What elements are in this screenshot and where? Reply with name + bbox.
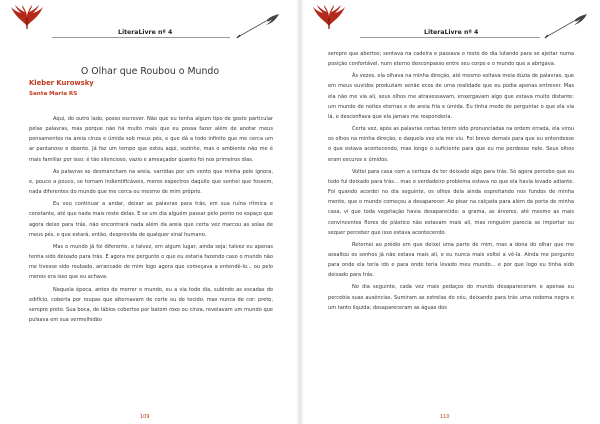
paragraph: Naquela época, antes de morrer o mundo, eu a via todo dia, subindo as escadas do edifício, coberta por roupas que alternavam de corte ou de tecido, mas nunca de cor: preto, sempre preto. Sua boca, de lábios cobertos por batom roxo ou cinza, revelavam um mundo que pulsava em sua vermelhidão	[29, 286, 273, 323]
winged-logo-icon	[10, 4, 44, 30]
winged-logo-icon	[312, 4, 346, 30]
paragraph: Voltei para casa com a certeza de ter deixado algo para trás. Só agora percebo que eu todo fui deixado para trás... mas o verdadeiro problema estava no que ela havia levado adiante. Foi quando acordei no dia seguinte, os olhos dela ainda espreitando nos fundos de minha mente, que o mundo começou a desaparecer. Ao pisar na calçada para além da porta de minha casa, vi que toda vegetação havia desaparecido: a grama, as árvores, até mesmo as mais convincentes flores de plástico não estavam mais ali, mas ninguém parecia se importar ou sequer perceber que isso estava acontecendo.	[328, 168, 574, 236]
quill-pen-icon	[236, 13, 280, 39]
left-body-text	[29, 114, 273, 327]
right-body-text	[328, 49, 574, 315]
magazine-title: LiteraLivre nº 4	[118, 29, 173, 36]
paragraph: Eu vou continuar a andar, deixar as palavras para trás, em sua ruína rítmica e constante, até que nada mais reste delas. E se um dia alguém passar pelo ponto no espaço que agora deixo para trás, não encontrará nada além da areia que certa vez marcou as solas de meus pés, e que estará, então, desprovida de qualquer sinal humano.	[29, 201, 273, 238]
paragraph: sempre que abertos; sentava na cadeira e passava o resto do dia lutando para se ajeitar numa posição confortável, num eterno desconpasso entre seu corpo e o mundo que a abrigava.	[328, 51, 574, 68]
author-name: Kleber Kurowsky	[29, 79, 94, 87]
story-title: O Olhar que Roubou o Mundo	[80, 66, 220, 77]
paragraph: Certa vez, após as palavras certas terem sido pronunciadas na ordem errada, ela virou os olhos na minha direção, e daquela vez ela me viu. Foi breve demais para que eu entendesse o que estava acontecendo, mas longo o suficiente para que eu me perdesse nele. Seus olhos eram escuros e úmidos.	[328, 126, 574, 163]
left-page-header	[0, 0, 300, 44]
paragraph: Às vezes, ela olhava na minha direção, até mesmo soltava meia dúzia de palavras, que em meus ouvidos produziam senão ecos de uma realidade que eu podia apenas entrever. Mas ela não me via ali, seus olhos me atravessavam, enxergavam algo que estava muito distante: um mundo de noites eternas e de areia fria e úmida. Eu tinha medo de perguntar o que ela via lá, e desconfiava que ela jamais me responderia.	[328, 73, 574, 120]
paragraph: Retornei ao prédio em que deixei uma parte de mim, mas a dona do olhar que me assaltou os sonhos já não estava mais ali, e eu nunca mais voltei a vê-la. Ainda me pergunto para onde ela teria ido e para onde teria levado meu mundo... e por que logo eu tinha sido deixado para trás.	[328, 241, 574, 279]
header-rule	[52, 37, 230, 38]
paragraph: No dia seguinte, cada vez mais pedaços do mundo desapareceram e apenas eu percebia suas ausências. Sumiram as estrelas do céu, deixando para trás uma redoma negra e um tanto líquida; desapareceram as águas dos	[328, 284, 574, 311]
page-number: 109	[140, 414, 150, 420]
paragraph: Aqui, do outro lado, posso escrever. Não que eu tenha algum tipo de gosto particular pelas palavras, mas porque não há muito mais que eu possa fazer além de anotar meus pensamentos na areia cinza e úmida sob meus pés, e que dá a todo infinito que me cerca um ar pantanoso e doente. Já faz um tempo que estou aqui, sozinho, mas o ambiente não me é mais familiar por isso: é tão silencioso, vazio e ameaçador quanto foi nos primeiros dias.	[29, 116, 273, 163]
right-page-header	[300, 0, 600, 44]
magazine-title: LiteraLivre nº 4	[424, 29, 479, 36]
author-city: Santa Maria RS	[29, 91, 78, 97]
header-rule	[360, 37, 540, 38]
paragraph: As palavras se desmancham na areia, varridas por um vento que minha pele ignora, e, pouco a pouco, se tornam indientificáveis, meros espectros daquilo que sonhei que fossem, nada diferentes do mundo que me cerca ou mesmo de mim próprio.	[29, 168, 273, 196]
right-page	[300, 0, 600, 424]
paragraph: Mas o mundo já foi diferente, e talvez, em algum lugar, ainda seja; talvez eu apenas tenha sido deixado para trás. E agora me pergunto o que eu estaria fazendo caso o mundo não me tivesse sido roubado, arrancado de mim logo agora que começava a entendê-lo... ou pelo menos era isso que eu achava.	[29, 243, 273, 281]
quill-pen-icon	[544, 13, 588, 39]
page-number: 110	[440, 414, 450, 420]
